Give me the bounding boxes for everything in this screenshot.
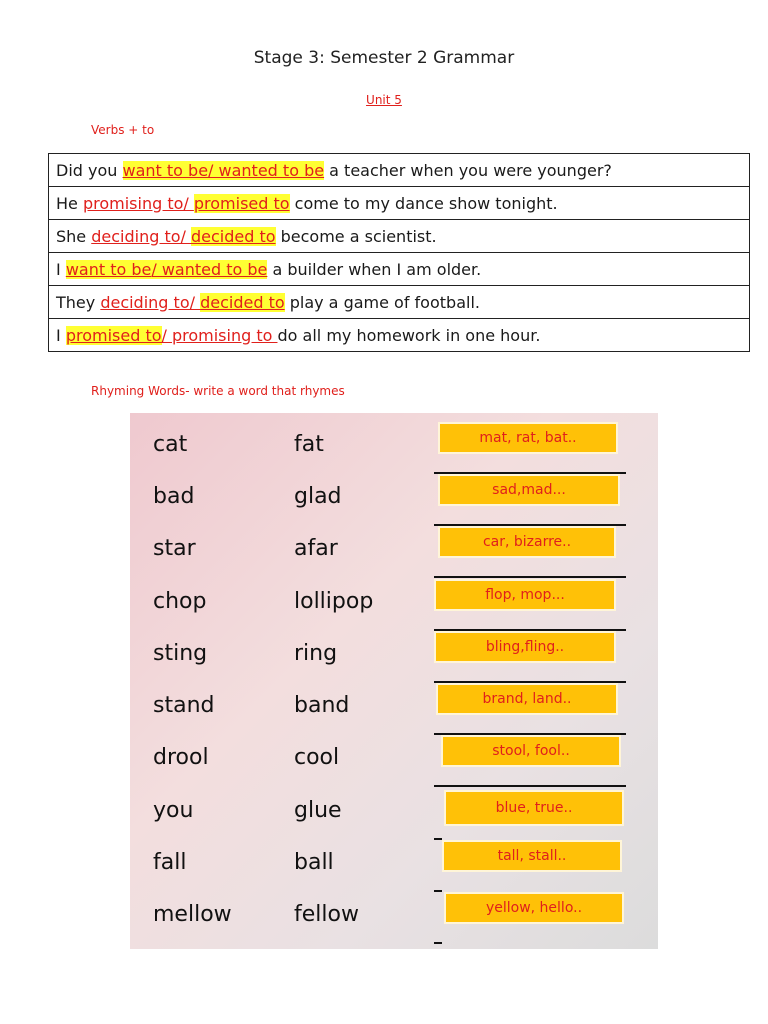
verbs-table — [48, 153, 750, 352]
sentence-prefix: Did you — [56, 160, 123, 180]
table-row — [49, 319, 750, 352]
answer-option-a: want to be — [122, 160, 209, 180]
answer-option-b: decided to — [191, 226, 276, 246]
answer-option-b: / wanted to be — [151, 259, 268, 279]
word-right: fellow — [294, 902, 359, 927]
rhyme-row — [130, 902, 658, 954]
word-right: afar — [294, 536, 338, 561]
answer-box: bling,fling.. — [434, 631, 616, 663]
sentence-prefix: I — [56, 325, 66, 345]
answer-box: flop, mop... — [434, 579, 616, 611]
sentence-suffix: become a scientist. — [275, 226, 437, 246]
word-left: fall — [153, 850, 187, 875]
table-row — [49, 154, 750, 187]
table-row — [49, 220, 750, 253]
answer-option-a: promised to — [65, 325, 162, 345]
answer-option-a: want to be — [65, 259, 152, 279]
unit-heading: Unit 5 — [366, 93, 402, 107]
rhyming-section-label: Rhyming Words- write a word that rhymes — [91, 384, 345, 398]
answer-box: stool, fool.. — [441, 735, 621, 767]
sentence-suffix: come to my dance show tonight. — [289, 193, 558, 213]
answer-option-a: deciding to/ — [100, 292, 201, 312]
sentence-prefix: They — [56, 292, 101, 312]
answer-line — [434, 785, 626, 787]
word-left: drool — [153, 745, 209, 770]
word-right: cool — [294, 745, 340, 770]
answer-box: sad,mad... — [438, 474, 620, 506]
sentence-prefix: I — [56, 259, 66, 279]
word-right: band — [294, 693, 350, 718]
table-row — [49, 253, 750, 286]
word-left: chop — [153, 589, 207, 614]
answer-box: mat, rat, bat.. — [438, 422, 618, 454]
answer-box: yellow, hello.. — [444, 892, 624, 924]
word-right: lollipop — [294, 589, 374, 614]
answer-box: brand, land.. — [436, 683, 618, 715]
word-left: cat — [153, 432, 188, 457]
table-row — [49, 187, 750, 220]
sentence-cell — [49, 319, 750, 352]
word-left: sting — [153, 641, 208, 666]
answer-box: car, bizarre.. — [438, 526, 616, 558]
sentence-cell — [49, 187, 750, 220]
page-title: Stage 3: Semester 2 Grammar — [253, 48, 515, 68]
answer-line — [434, 942, 442, 944]
sentence-suffix: play a game of football. — [284, 292, 480, 312]
word-left: stand — [153, 693, 215, 718]
sentence-cell — [49, 286, 750, 319]
answer-line — [434, 838, 442, 840]
answer-line — [434, 576, 626, 578]
rhyming-panel — [130, 413, 658, 949]
word-right: glue — [294, 798, 342, 823]
answer-box: blue, true.. — [444, 790, 624, 826]
answer-option-b: / wanted to be — [208, 160, 325, 180]
word-right: ball — [294, 850, 334, 875]
answer-option-a: promising to/ — [82, 193, 194, 213]
sentence-prefix: He — [56, 193, 83, 213]
sentence-suffix: a teacher when you were younger? — [324, 160, 612, 180]
sentence-suffix: a builder when I am older. — [267, 259, 482, 279]
answer-box: tall, stall.. — [442, 840, 622, 872]
word-right: ring — [294, 641, 338, 666]
sentence-prefix: She — [56, 226, 92, 246]
sentence-suffix: do all my homework in one hour. — [277, 325, 541, 345]
word-left: you — [153, 798, 194, 823]
answer-option-b: decided to — [200, 292, 285, 312]
sentence-cell — [49, 154, 750, 187]
word-left: star — [153, 536, 196, 561]
table-row — [49, 286, 750, 319]
verbs-section-label: Verbs + to — [91, 123, 155, 137]
word-left: mellow — [153, 902, 232, 927]
answer-line — [434, 890, 442, 892]
answer-option-b: promised to — [193, 193, 290, 213]
sentence-cell — [49, 253, 750, 286]
word-right: glad — [294, 484, 342, 509]
answer-option-a: deciding to/ — [91, 226, 191, 246]
word-left: bad — [153, 484, 195, 509]
word-right: fat — [294, 432, 324, 457]
sentence-cell — [49, 220, 750, 253]
answer-option-b: / promising to — [161, 325, 278, 345]
